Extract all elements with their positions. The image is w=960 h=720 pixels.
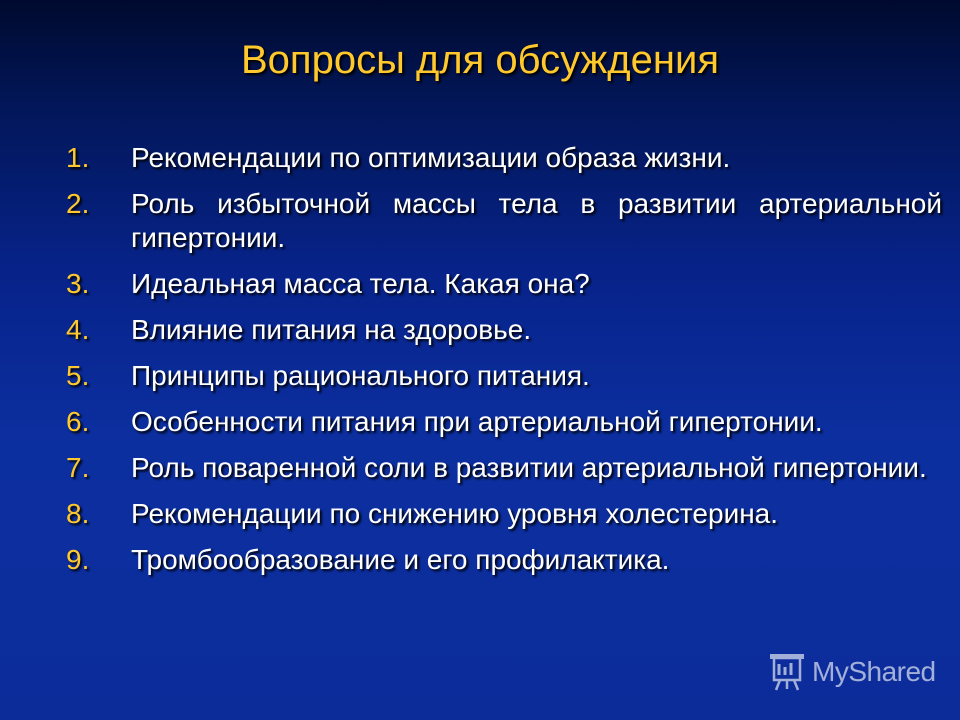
list-item-text: Рекомендации по оптимизации образа жизни. (131, 142, 731, 173)
list-item-text: Роль поваренной соли в развитии артериальной гипертонии. (131, 452, 927, 483)
list-item (66, 405, 942, 439)
list-item (66, 451, 942, 485)
list-item-text: Влияние питания на здоровье. (131, 314, 532, 345)
list-item-text: Идеальная масса тела. Какая она? (131, 268, 590, 299)
list-item-number: 1. (66, 142, 90, 173)
list-item (66, 313, 942, 347)
list-item (66, 497, 942, 531)
list-item-number: 6. (66, 406, 90, 437)
list-item (66, 359, 942, 393)
list-item (66, 141, 942, 175)
myshared-logo-icon (768, 652, 806, 692)
list-item-number: 2. (66, 188, 90, 219)
list-item-text: Рекомендации по снижению уровня холестерина. (131, 498, 779, 529)
list-item-number: 7. (66, 452, 90, 483)
list-item-text: Принципы рационального питания. (131, 360, 590, 391)
myshared-watermark (768, 652, 936, 692)
watermark-text: MyShared (812, 656, 936, 687)
list-item-number: 4. (66, 314, 90, 345)
list-item-number: 3. (66, 268, 90, 299)
list-item (66, 543, 942, 577)
list-item-text: Роль избыточной массы тела в развитии артериальной гипертонии. (131, 188, 942, 253)
list-item-number: 8. (66, 498, 90, 529)
list-item (66, 267, 942, 301)
list-item-number: 5. (66, 360, 90, 391)
list-item-number: 9. (66, 544, 90, 575)
list-item-text: Тромбообразование и его профилактика. (131, 544, 670, 575)
discussion-list (66, 141, 942, 589)
list-item-text: Особенности питания при артериальной гипертонии. (131, 406, 823, 437)
slide-title: Вопросы для обсуждения (241, 38, 719, 82)
list-item (66, 187, 942, 255)
